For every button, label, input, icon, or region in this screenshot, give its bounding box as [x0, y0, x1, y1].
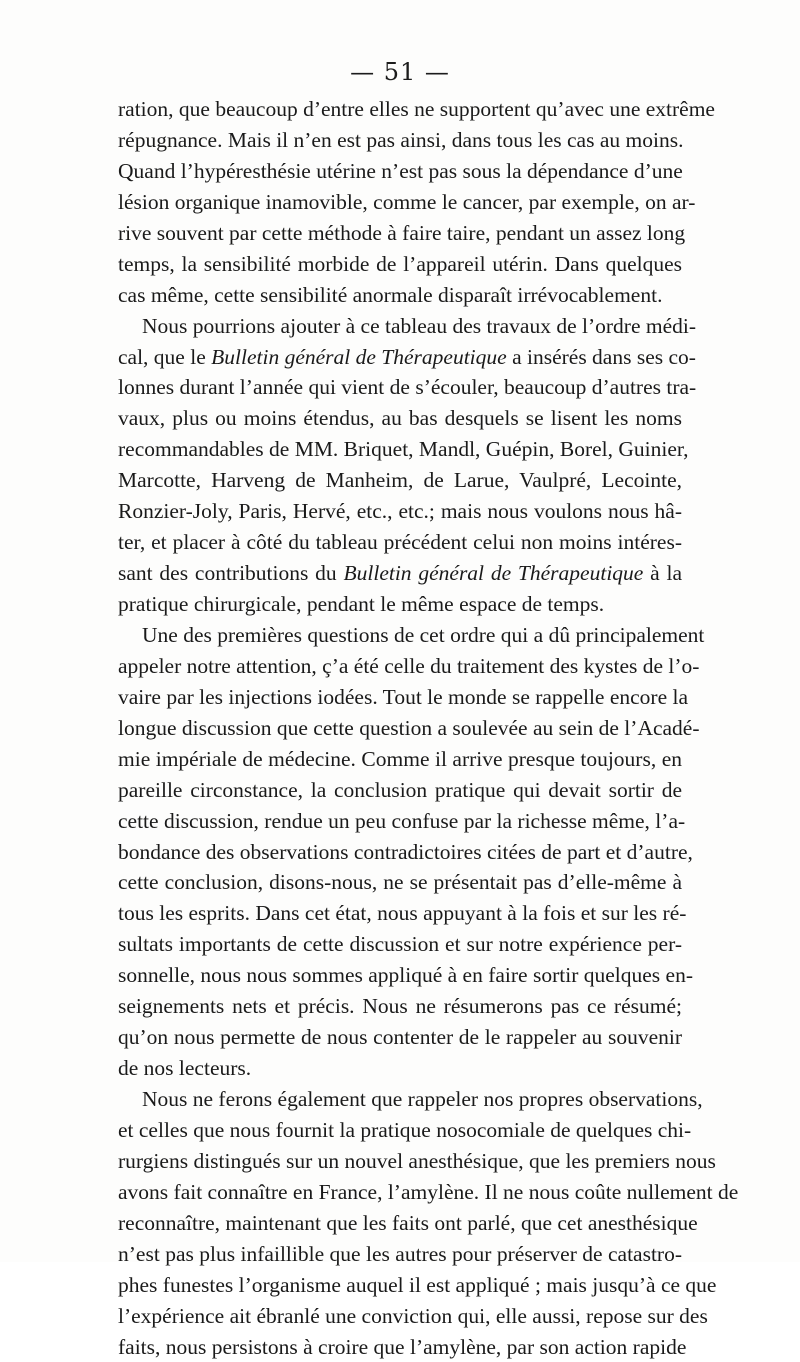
text-line: reconnaître, maintenant que les faits ont parlé, que cet anesthésique [118, 1208, 682, 1239]
text-line: cette conclusion, disons-nous, ne se présentait pas d’elle-même à [118, 867, 682, 898]
text-line: bondance des observations contradictoires citées de part et d’autre, [118, 837, 682, 868]
text-line: cette discussion, rendue un peu confuse par la richesse même, l’a- [118, 806, 682, 837]
text-line: pareille circonstance, la conclusion pratique qui devait sortir de [118, 775, 682, 806]
text-line: Une des premières questions de cet ordre qui a dû principalement [118, 620, 682, 651]
text-line: sultats importants de cette discussion et sur notre expérience per- [118, 929, 682, 960]
text-line: phes funestes l’organisme auquel il est appliqué ; mais jusqu’à ce que [118, 1270, 682, 1301]
text-line: vaire par les injections iodées. Tout le monde se rappelle encore la [118, 682, 682, 713]
text-line: ter, et placer à côté du tableau précédent celui non moins intéres- [118, 527, 682, 558]
text-line: Nous ne ferons également que rappeler nos propres observations, [118, 1084, 682, 1115]
text-line: seignements nets et précis. Nous ne résumerons pas ce résumé; [118, 991, 682, 1022]
text-line: lésion organique inamovible, comme le cancer, par exemple, on ar- [118, 187, 682, 218]
text-line: ration, que beaucoup d’entre elles ne supportent qu’avec une extrême [118, 94, 682, 125]
text-line: vaux, plus ou moins étendus, au bas desquels se lisent les noms [118, 403, 682, 434]
text-line: appeler notre attention, ç’a été celle du traitement des kystes de l’o- [118, 651, 682, 682]
text-line: lonnes durant l’année qui vient de s’écouler, beaucoup d’autres tra- [118, 372, 682, 403]
text-line: tous les esprits. Dans cet état, nous appuyant à la fois et sur les ré- [118, 898, 682, 929]
page-number: — 51 — [0, 58, 800, 86]
text-line: pratique chirurgicale, pendant le même espace de temps. [118, 589, 682, 620]
text-line: rive souvent par cette méthode à faire taire, pendant un assez long [118, 218, 682, 249]
text-line: cas même, cette sensibilité anormale disparaît irrévocablement. [118, 280, 682, 311]
text-line: faits, nous persistons à croire que l’amylène, par son action rapide [118, 1332, 682, 1362]
text-line: recommandables de MM. Briquet, Mandl, Guépin, Borel, Guinier, [118, 434, 682, 465]
text-line: mie impériale de médecine. Comme il arrive presque toujours, en [118, 744, 682, 775]
text-line: sant des contributions du Bulletin général de Thérapeutique à la [118, 558, 682, 589]
text-line: avons fait connaître en France, l’amylène. Il ne nous coûte nullement de [118, 1177, 682, 1208]
text-line: Quand l’hypéresthésie utérine n’est pas sous la dépendance d’une [118, 156, 682, 187]
text-line: n’est pas plus infaillible que les autres pour préserver de catastro- [118, 1239, 682, 1270]
text-line: qu’on nous permette de nous contenter de le rappeler au souvenir [118, 1022, 682, 1053]
text-line: Ronzier-Joly, Paris, Hervé, etc., etc.; mais nous voulons nous hâ- [118, 496, 682, 527]
text-line: sonnelle, nous nous sommes appliqué à en faire sortir quelques en- [118, 960, 682, 991]
text-line: temps, la sensibilité morbide de l’appareil utérin. Dans quelques [118, 249, 682, 280]
text-line: Nous pourrions ajouter à ce tableau des travaux de l’ordre médi- [118, 311, 682, 342]
text-line: répugnance. Mais il n’en est pas ainsi, dans tous les cas au moins. [118, 125, 682, 156]
text-line: cal, que le Bulletin général de Thérapeutique a insérés dans ses co- [118, 342, 682, 373]
text-line: Marcotte, Harveng de Manheim, de Larue, Vaulpré, Lecointe, [118, 465, 682, 496]
text-line: de nos lecteurs. [118, 1053, 682, 1084]
text-line: l’expérience ait ébranlé une conviction qui, elle aussi, repose sur des [118, 1301, 682, 1332]
text-line: et celles que nous fournit la pratique nosocomiale de quelques chi- [118, 1115, 682, 1146]
text-line: rurgiens distingués sur un nouvel anesthésique, que les premiers nous [118, 1146, 682, 1177]
body-text [118, 94, 682, 1362]
text-line: longue discussion que cette question a soulevée au sein de l’Acadé- [118, 713, 682, 744]
